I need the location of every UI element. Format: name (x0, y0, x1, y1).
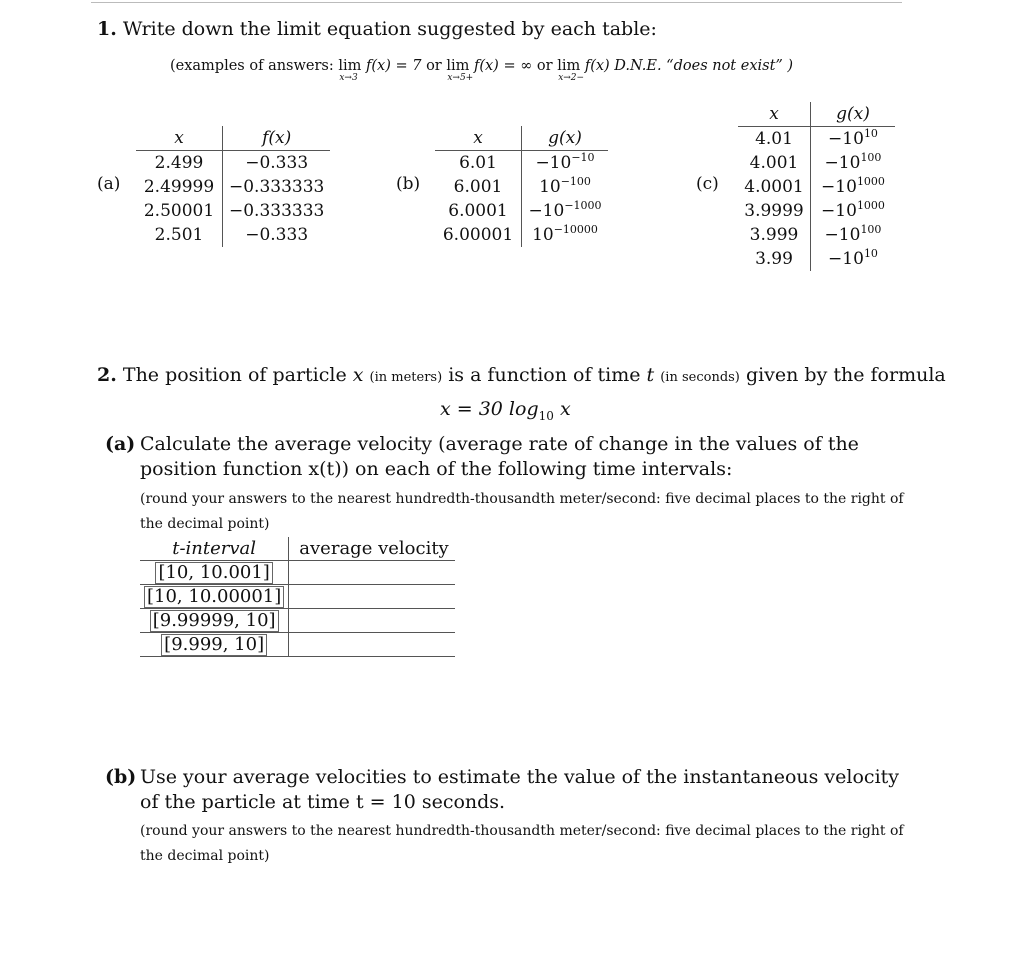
part-b-text: Use your average velocities to estimate the value of the instantaneous velocity of the particle at time t = 10 seconds. (140, 766, 900, 813)
t-interval-header: t-interval (140, 537, 289, 561)
table-a-header-x: x (136, 126, 223, 151)
question-1-heading (97, 18, 657, 40)
part-a-question (105, 432, 905, 482)
table-a-label: (a) (97, 174, 121, 194)
position-formula: x = 30 $\log_{10} x$ (440, 398, 571, 423)
example-3-lim: lim x→2− (557, 58, 585, 83)
table-row: 6.001 $10^{-100}$ (435, 175, 608, 199)
unit-seconds: (in seconds) (660, 370, 740, 385)
table-row: 2.49999 −0.333333 (136, 175, 330, 199)
velocity-answer-cell[interactable] (289, 609, 456, 633)
table-a-header-f: f(x) (223, 126, 331, 151)
table-row (140, 585, 455, 609)
part-a-text: Calculate the average velocity (average rate of change in the values of the position function x(t)) on each of the following time intervals: (140, 433, 859, 480)
question-2-text-3: given by the formula (745, 364, 946, 386)
table-c-label: (c) (696, 174, 719, 194)
question-2-text-1: The position of particle (122, 364, 347, 386)
interval-cell: [9.999, 10] (161, 634, 267, 656)
table-row: 6.0001 $-10^{-1000}$ (435, 199, 608, 223)
examples-or-1: or (426, 58, 442, 74)
table-row: 2.499 −0.333 (136, 151, 330, 176)
part-a-rounding-note: (round your answers to the nearest hundredth-thousandth meter/second: five decimal places to the right of the decimal point) (140, 491, 904, 532)
interval-cell: [10, 10.00001] (144, 586, 284, 608)
question-2-tvar: t (646, 364, 655, 386)
interval-cell: [9.99999, 10] (150, 610, 279, 632)
table-b (435, 126, 608, 247)
table-row (140, 561, 455, 585)
example-1-expr: f(x) = 7 (366, 58, 422, 74)
table-row: 4.0001 $-10^{1000}$ (738, 175, 895, 199)
question-2-text-2: is a function of time (448, 364, 641, 386)
table-row: 2.501 −0.333 (136, 223, 330, 247)
part-a-label: (a) (105, 433, 136, 455)
examples-intro: (examples of answers: (170, 58, 334, 74)
example-2-expr: f(x) = ∞ (473, 58, 533, 74)
example-2-sub: x→5+ (447, 73, 474, 83)
velocity-answer-cell[interactable] (289, 633, 456, 657)
part-b-rounding-note: (round your answers to the nearest hundredth-thousandth meter/second: five decimal places to the right of the decimal point) (140, 823, 904, 864)
top-rule (91, 2, 902, 3)
table-a (136, 126, 330, 247)
velocity-answer-cell[interactable] (289, 561, 456, 585)
example-2-lim: lim x→5+ (446, 58, 474, 83)
example-1-lim: lim x→3 (338, 58, 362, 83)
table-row: 3.9999 $-10^{1000}$ (738, 199, 895, 223)
table-c-header-g: g(x) (811, 102, 896, 127)
table-row: 6.01 $-10^{-10}$ (435, 151, 608, 176)
table-row (140, 609, 455, 633)
table-row: 6.00001 $10^{-10000}$ (435, 223, 608, 247)
table-row: 2.50001 −0.333333 (136, 199, 330, 223)
question-2-number: 2. (97, 364, 117, 386)
unit-meters: (in meters) (369, 370, 443, 385)
examples-or-2: or (536, 58, 553, 74)
table-c-header-x: x (738, 102, 811, 127)
answer-examples (170, 58, 794, 83)
table-row: 3.99 $-10^{10}$ (738, 247, 895, 271)
average-velocity-header: average velocity (289, 537, 456, 561)
example-3-expr: f(x) D.N.E. “does not exist” ) (584, 58, 794, 74)
table-b-header-x: x (435, 126, 522, 151)
question-2-heading (97, 364, 946, 386)
example-1-sub: x→3 (339, 73, 358, 83)
table-row (140, 633, 455, 657)
velocity-table (140, 537, 455, 657)
table-row: 4.001 $-10^{100}$ (738, 151, 895, 175)
question-1-title: Write down the limit equation suggested by each table: (122, 18, 657, 40)
table-b-header-g: g(x) (522, 126, 609, 151)
example-3-sub: x→2− (558, 73, 585, 83)
question-2-var: x (352, 364, 364, 386)
table-c (738, 102, 895, 271)
part-b-question (105, 765, 905, 815)
velocity-answer-cell[interactable] (289, 585, 456, 609)
table-row: 3.999 $-10^{100}$ (738, 223, 895, 247)
part-b-label: (b) (105, 766, 137, 788)
table-row: 4.01 $-10^{10}$ (738, 127, 895, 152)
question-1-number: 1. (97, 18, 117, 40)
table-b-label: (b) (396, 174, 421, 194)
interval-cell: [10, 10.001] (155, 562, 272, 584)
